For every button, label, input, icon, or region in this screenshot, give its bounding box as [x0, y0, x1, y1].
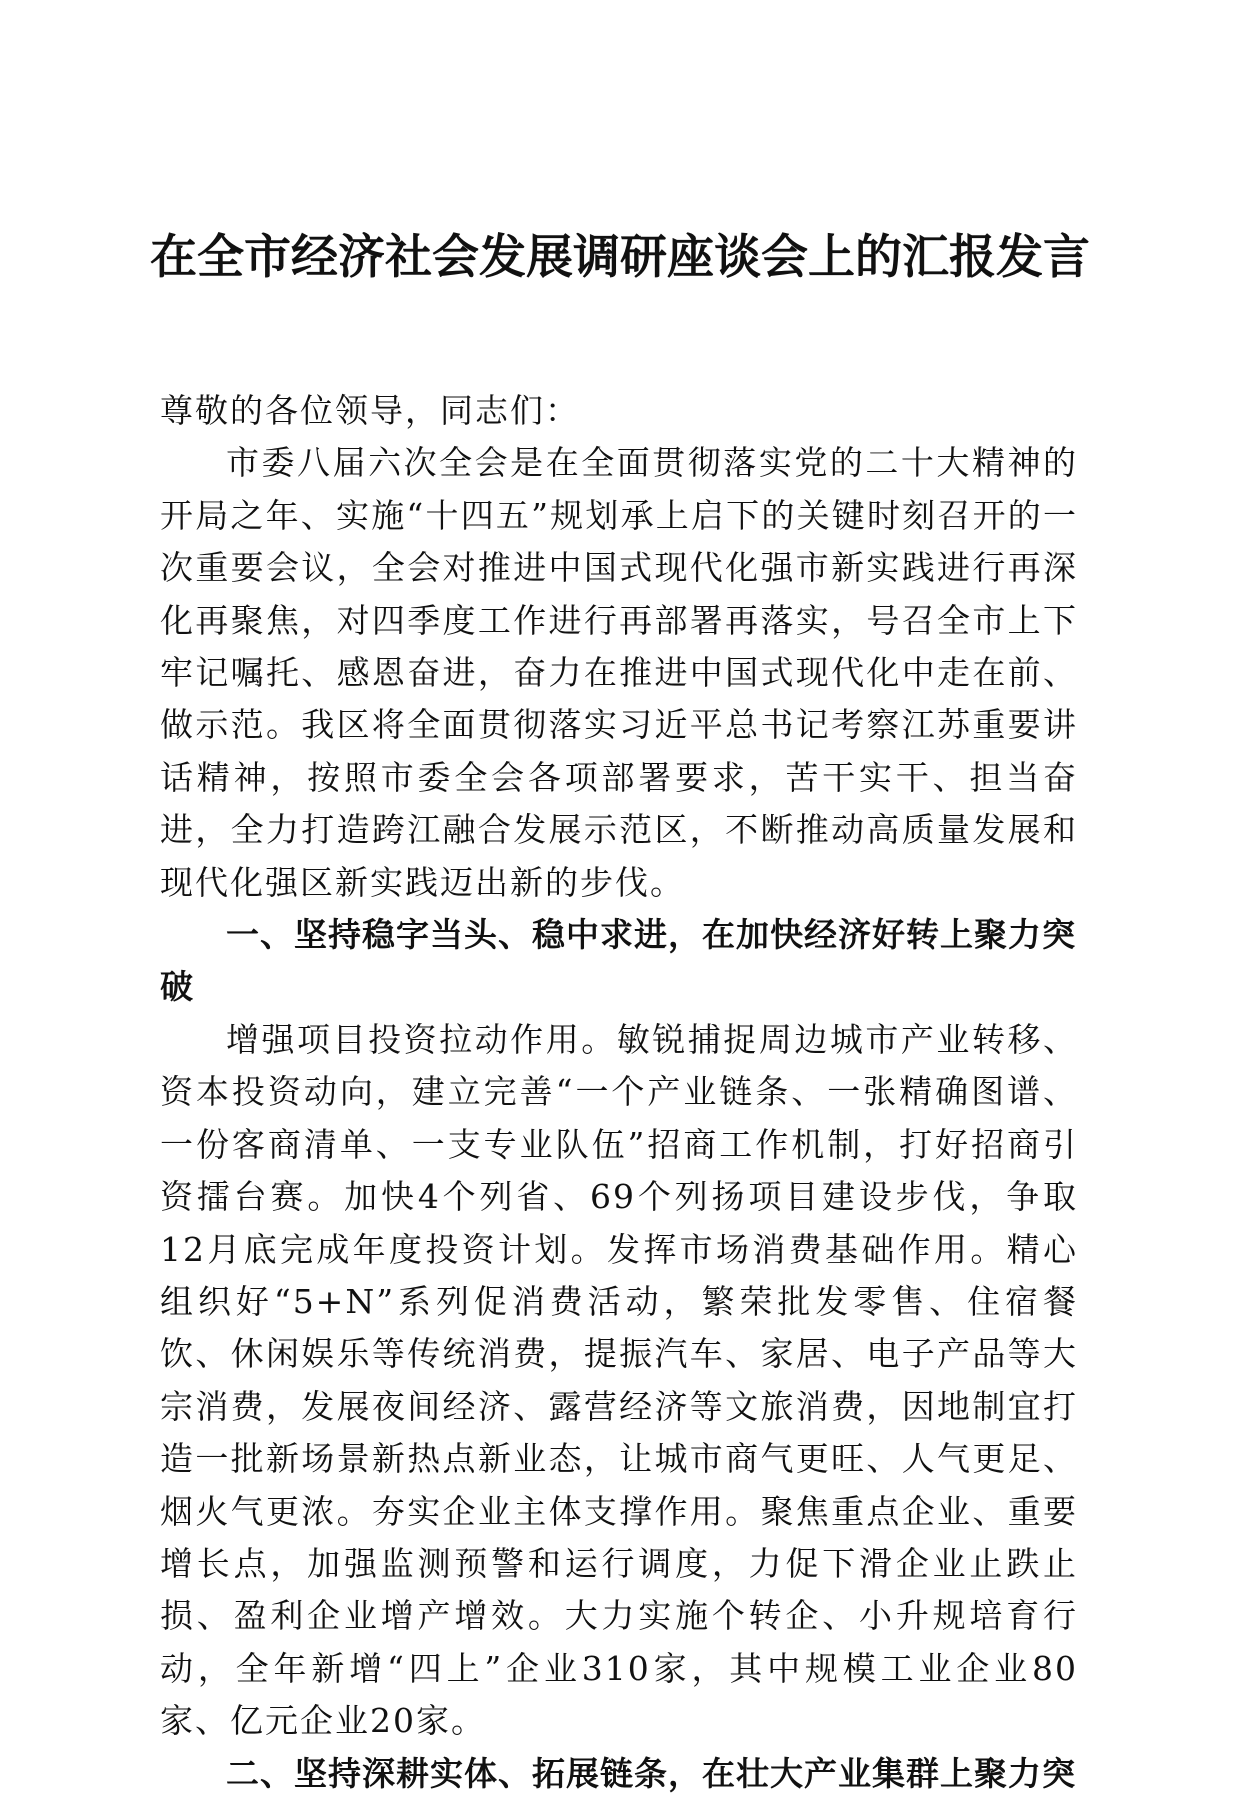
intro-paragraph: 市委八届六次全会是在全面贯彻落实党的二十大精神的开局之年、实施“十四五”规划承上启下的关键时刻召开的一次重要会议，全会对推进中国式现代化强市新实践进行再深化再聚焦，对四季度工作进行再部署再落实，号召全市上下牢记嘱托、感恩奋进，奋力在推进中国式现代化中走在前、做示范。我区将全面贯彻落实习近平总书记考察江苏重要讲话精神，按照市委全会各项部署要求，苦干实干、担当奋进，全力打造跨江融合发展示范区，不断推动高质量发展和现代化强区新实践迈出新的步伐。 [160, 443, 1078, 902]
section-2-heading: 二、坚持深耕实体、拓展链条，在壮大产业集群上聚力突 [226, 1753, 1076, 1793]
section-1-paragraph: 增强项目投资拉动作用。敏锐捕捉周边城市产业转移、资本投资动向，建立完善“一个产业链条、一张精确图谱、一份客商清单、一支专业队伍”招商工作机制，打好招商引资擂台赛。加快4个列省、69个列扬项目建设步伐，争取12月底完成年度投资计划。发挥市场消费基础作用。精心组织好“5+N”系列促消费活动，繁荣批发零售、住宿餐饮、休闲娱乐等传统消费，提振汽车、家居、电子产品等大宗消费，发展夜间经济、露营经济等文旅消费，因地制宜打造一批新场景新热点新业态，让城市商气更旺、人气更足、烟火气更浓。夯实企业主体支撑作用。聚焦重点企业、重要增长点，加强监测预警和运行调度，力促下滑企业止跌止损、盈利企业增产增效。大力实施个转企、小升规培育行动，全年新增“四上”企业310家，其中规模工业企业80家、亿元企业20家。 [160, 1019, 1078, 1741]
section-1-heading: 一、坚持稳字当头、稳中求进，在加快经济好转上聚力突破 [160, 915, 1076, 1007]
salutation: 尊敬的各位领导，同志们： [160, 391, 580, 430]
document-title: 在全市经济社会发展调研座谈会上的汇报发言 [150, 230, 1090, 285]
document-body [160, 385, 1078, 1800]
